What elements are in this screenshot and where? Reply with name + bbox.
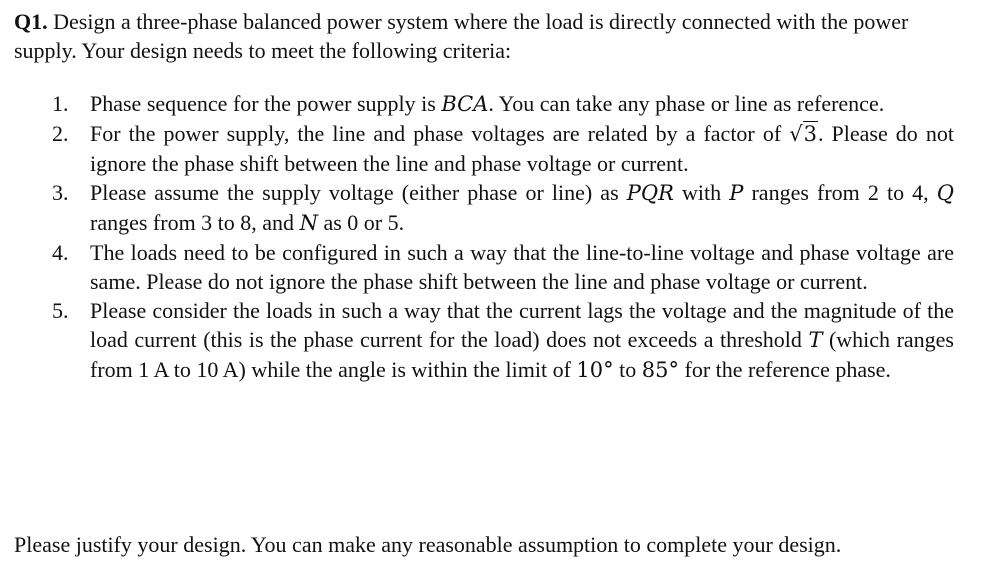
q-math: Q <box>936 181 954 205</box>
angle-max-math: 85° <box>641 358 679 382</box>
pqr-math: PQR <box>626 181 674 205</box>
criteria-list <box>14 89 954 385</box>
criterion-text: for the reference phase. <box>679 357 891 382</box>
criterion-4 <box>14 238 954 296</box>
criterion-5 <box>14 296 954 385</box>
criterion-text: . Please do not ignore the phase shift between the line and phase voltage or current. <box>90 121 954 176</box>
criterion-number: 5. <box>52 298 69 323</box>
question-intro-text: Design a three-phase balanced power system where the load is directly connected with the power supply. Your design needs to meet the following criteria: <box>14 9 909 63</box>
threshold-t-math: T <box>808 328 823 352</box>
sqrt-radicand: 3 <box>803 122 817 146</box>
phase-sequence-math: BCA <box>441 92 489 116</box>
criterion-number: 3. <box>52 180 69 205</box>
criterion-text: with <box>673 180 730 205</box>
criterion-text: to <box>613 357 642 382</box>
criterion-number: 2. <box>52 121 69 146</box>
criterion-number: 1. <box>52 91 69 116</box>
criterion-text: (which ranges from 1 A to 10 A) while the angle is within the limit of <box>90 327 954 382</box>
criterion-text: as 0 or 5. <box>317 210 405 235</box>
criterion-text: Please assume the supply voltage (either phase or line) as <box>90 180 627 205</box>
criterion-text: . You can take any phase or line as reference. <box>488 91 885 116</box>
question-intro <box>14 7 954 65</box>
criterion-text: Phase sequence for the power supply is <box>90 91 442 116</box>
criterion-3 <box>14 178 954 238</box>
criterion-2 <box>14 119 954 178</box>
p-math: P <box>729 181 744 205</box>
criterion-text: ranges from 3 to 8, and <box>90 210 300 235</box>
angle-min-math: 10° <box>576 358 614 382</box>
criterion-number: 4. <box>52 240 69 265</box>
question-label: Q1. <box>14 9 48 34</box>
criterion-text: The loads need to be configured in such a way that the line-to-line voltage and phase voltage are same. Please do not ignore the phase shift between the line and phase voltage or current. <box>90 240 954 294</box>
sqrt-sign: √ <box>789 122 803 146</box>
criterion-text: Please consider the loads in such a way that the current lags the voltage and the magnitude of the load current (this is the phase current for the load) does not exceeds a threshold <box>90 298 954 352</box>
criterion-text: For the power supply, the line and phase voltages are related by a factor of <box>90 121 790 146</box>
criterion-1 <box>14 89 954 119</box>
criterion-text: ranges from 2 to 4, <box>743 180 937 205</box>
closing-statement: Please justify your design. You can make any reasonable assumption to complete your design. <box>14 532 842 557</box>
n-math: N <box>299 211 318 235</box>
